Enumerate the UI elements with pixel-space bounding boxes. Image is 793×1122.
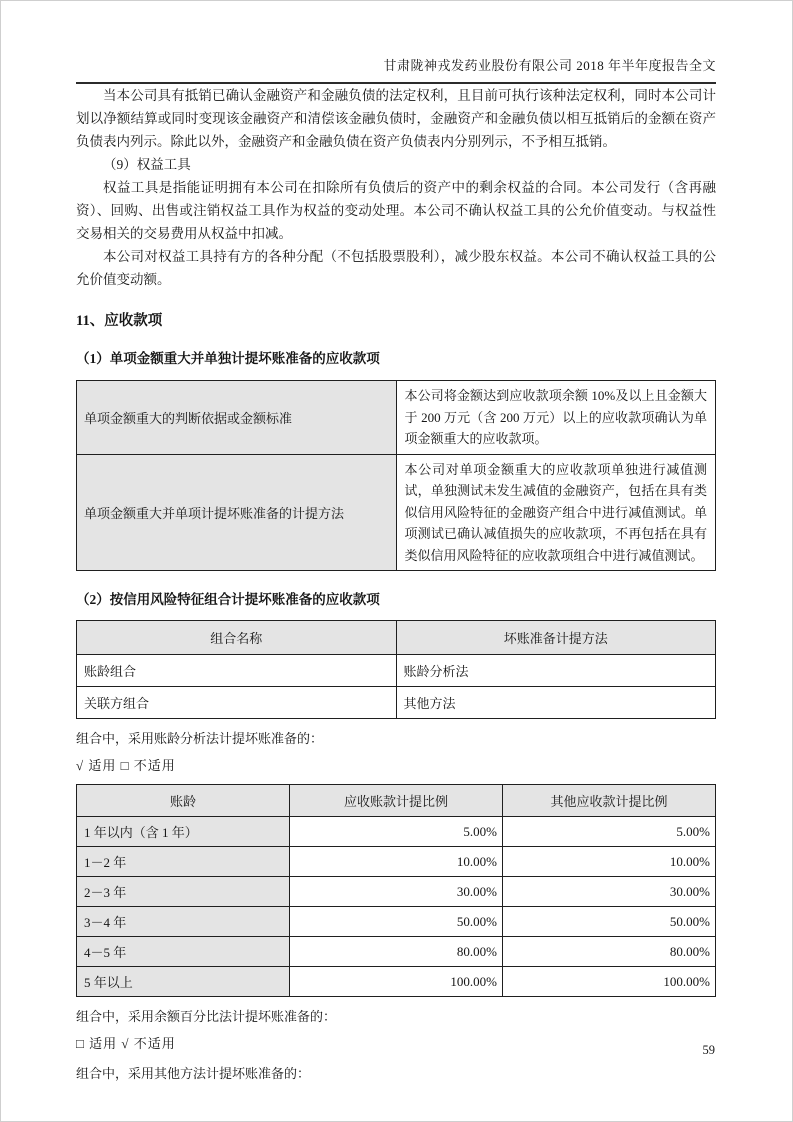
other-ratio-cell: 100.00% — [503, 967, 716, 997]
aging-cell: 2－3 年 — [77, 877, 290, 907]
ar-ratio-cell: 100.00% — [290, 967, 503, 997]
other-ratio-cell: 10.00% — [503, 847, 716, 877]
header-title: 甘肃陇神戎发药业股份有限公司 2018 年半年度报告全文 — [383, 58, 716, 73]
criteria-value-cell: 本公司将金额达到应收款项余额 10%及以上且金额大于 200 万元（含 200 万元）以上的应收款项确认为单项金额重大的应收款项。 — [396, 381, 716, 455]
table-row — [77, 454, 716, 571]
provision-method-header: 坏账准备计提方法 — [396, 621, 716, 655]
balance-applicable-checkline: □ 适用 √ 不适用 — [76, 1036, 176, 1051]
subsection-2-heading: （2）按信用风险特征组合计提坏账准备的应收款项 — [76, 592, 380, 607]
table-row — [77, 877, 716, 907]
portfolio-name-cell: 关联方组合 — [77, 687, 397, 719]
table-row — [77, 907, 716, 937]
significant-receivables-table — [76, 380, 716, 571]
table-row — [77, 381, 716, 455]
other-method-note: 组合中，采用其他方法计提坏账准备的： — [76, 1066, 311, 1081]
portfolio-method-table — [76, 620, 716, 719]
other-ratio-cell: 30.00% — [503, 877, 716, 907]
other-ratio-cell: 5.00% — [503, 817, 716, 847]
table-row — [77, 967, 716, 997]
table-row — [77, 687, 716, 719]
method-value-cell: 本公司对单项金额重大的应收款项单独进行减值测试，单独测试未发生减值的金融资产，包括在具有类似信用风险特征的金融资产组合中进行减值测试。单项测试已确认减值损失的应收款项，不再包括在具有类似信用风险特征的应收款项组合中进行减值测试。 — [396, 454, 716, 571]
table-row — [77, 817, 716, 847]
page-number: 59 — [702, 1043, 715, 1057]
paragraph-equity-1: 权益工具是指能证明拥有本公司在扣除所有负债后的资产中的剩余权益的合同。本公司发行（含再融资）、回购、出售或注销权益工具作为权益的变动处理。本公司不确认权益工具的公允价值变动。与权益性交易相关的交易费用从权益中扣减。 — [76, 180, 716, 241]
balance-percentage-note: 组合中，采用余额百分比法计提坏账准备的： — [76, 1009, 337, 1024]
aging-applicable-checkline: √ 适用 □ 不适用 — [76, 758, 176, 773]
ar-ratio-cell: 80.00% — [290, 937, 503, 967]
other-ratio-cell: 50.00% — [503, 907, 716, 937]
table-row — [77, 937, 716, 967]
ar-ratio-header: 应收账款计提比例 — [290, 785, 503, 817]
aging-method-note: 组合中，采用账龄分析法计提坏账准备的： — [76, 731, 324, 746]
table-row — [77, 847, 716, 877]
aging-cell: 3－4 年 — [77, 907, 290, 937]
aging-cell: 1－2 年 — [77, 847, 290, 877]
ar-ratio-cell: 50.00% — [290, 907, 503, 937]
ar-ratio-cell: 10.00% — [290, 847, 503, 877]
aging-cell: 1 年以内（含 1 年） — [77, 817, 290, 847]
paragraph-equity-2: 本公司对权益工具持有方的各种分配（不包括股票股利），减少股东权益。本公司不确认权益工具的公允价值变动额。 — [76, 249, 716, 287]
criteria-label-cell: 单项金额重大的判断依据或金额标准 — [77, 381, 397, 455]
aging-cell: 4－5 年 — [77, 937, 290, 967]
aging-provision-table — [76, 784, 716, 997]
table-row — [77, 655, 716, 687]
other-ratio-cell: 80.00% — [503, 937, 716, 967]
portfolio-name-header: 组合名称 — [77, 621, 397, 655]
ar-ratio-cell: 30.00% — [290, 877, 503, 907]
provision-method-cell: 账龄分析法 — [396, 655, 716, 687]
section-heading-receivables: 11、应收款项 — [76, 313, 163, 329]
provision-method-cell: 其他方法 — [396, 687, 716, 719]
subsection-1-heading: （1）单项金额重大并单独计提坏账准备的应收款项 — [76, 351, 380, 366]
aging-cell: 5 年以上 — [77, 967, 290, 997]
page-header — [76, 1, 716, 84]
other-ratio-header: 其他应收款计提比例 — [503, 785, 716, 817]
portfolio-name-cell: 账龄组合 — [77, 655, 397, 687]
method-label-cell: 单项金额重大并单项计提坏账准备的计提方法 — [77, 454, 397, 571]
ar-ratio-cell: 5.00% — [290, 817, 503, 847]
aging-header: 账龄 — [77, 785, 290, 817]
table-header-row — [77, 621, 716, 655]
heading-equity-instruments: （9）权益工具 — [103, 157, 191, 172]
table-header-row — [77, 785, 716, 817]
paragraph-offsetting: 当本公司具有抵销已确认金融资产和金融负债的法定权利，且目前可执行该种法定权利，同时本公司计划以净额结算或同时变现该金融资产和清偿该金融负债时，金融资产和金融负债以相互抵销后的金额在资产负债表内列示。除此以外，金融资产和金融负债在资产负债表内分别列示，不予相互抵销。 — [76, 88, 716, 149]
